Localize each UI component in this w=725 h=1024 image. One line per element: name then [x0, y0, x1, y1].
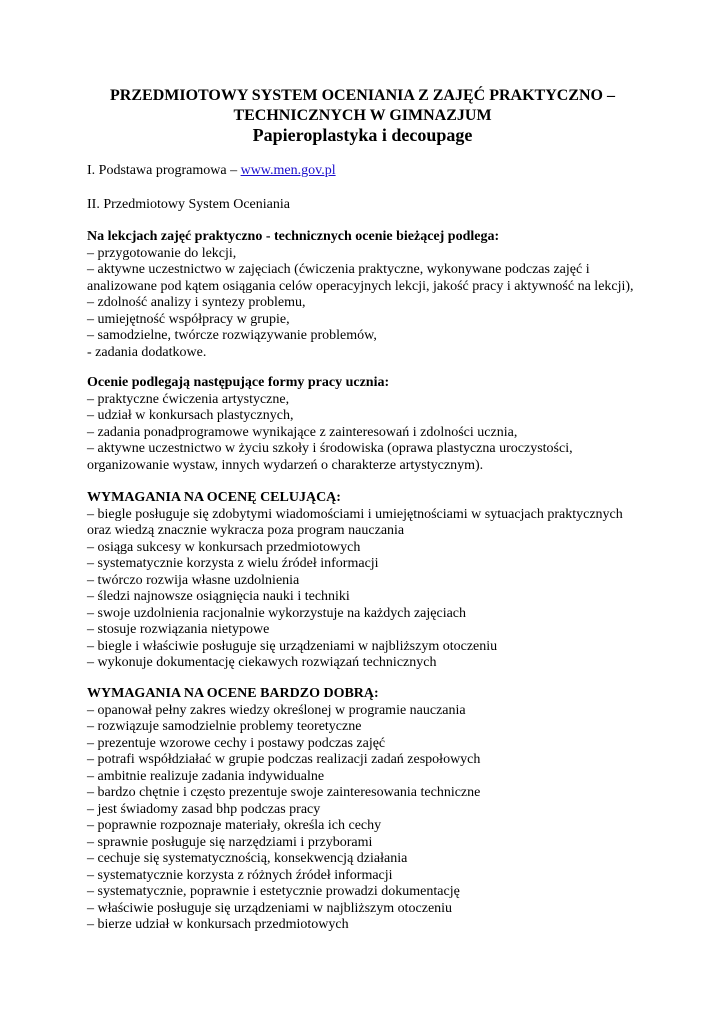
list-item: – poprawnie rozpoznaje materiały, określa ich cechy: [87, 818, 382, 833]
list-item: – bierze udział w konkursach przedmiotowych: [87, 917, 349, 932]
list-item: – samodzielne, twórcze rozwiązywanie problemów,: [87, 328, 377, 343]
section-przedmiotowy-system: [87, 197, 647, 214]
document-subtitle: Papieroplastyka i decoupage: [252, 125, 473, 145]
list-item: – bardzo chętnie i często prezentuje swoje zainteresowania techniczne: [87, 785, 481, 800]
celujaca-list: [87, 507, 647, 672]
list-item: - zadania dodatkowe.: [87, 344, 207, 360]
title-line-1: PRZEDMIOTOWY SYSTEM OCENIANIA Z ZAJĘĆ PRAKTYCZNO –: [110, 87, 615, 104]
list-item: analizowane pod kątem osiągania celów operacyjnych lekcji, jakość pracy i aktywność na lekcji),: [87, 278, 634, 294]
list-item: – prezentuje wzorowe cechy i postawy podczas zajęć: [87, 735, 386, 751]
section-podstawa-programowa: [87, 163, 647, 180]
list-item: – praktyczne ćwiczenia artystyczne,: [87, 391, 290, 407]
list-item: – swoje uzdolnienia racjonalnie wykorzystuje na każdych zajęciach: [87, 605, 467, 621]
list-item: – aktywne uczestnictwo w życiu szkoły i środowiska (oprawa plastyczna uroczystości,: [87, 441, 573, 456]
title-line-2: TECHNICZNYCH W GIMNAZJUM: [233, 106, 492, 124]
list-item: – osiąga sukcesy w konkursach przedmiotowych: [87, 539, 361, 555]
list-item: – opanował pełny zakres wiedzy określonej w programie nauczania: [87, 702, 466, 718]
forms-list: [87, 392, 647, 475]
list-item: – przygotowanie do lekcji,: [87, 245, 237, 261]
assessment-section: [87, 229, 647, 361]
celujaca-section: [87, 490, 647, 672]
list-item: – umiejętność współpracy w grupie,: [87, 311, 290, 327]
section-1-line: [87, 163, 647, 180]
list-item: – systematycznie, poprawnie i estetycznie prowadzi dokumentację: [87, 884, 460, 899]
list-item: – ambitnie realizuje zadania indywidualne: [87, 768, 325, 784]
list-item: oraz wiedzą znacznie wykracza poza program nauczania: [87, 523, 405, 538]
assessment-list: [87, 246, 647, 362]
bardzo-dobra-section: [87, 686, 647, 934]
list-item: – rozwiązuje samodzielnie problemy teoretyczne: [87, 719, 362, 734]
forms-section: [87, 375, 647, 474]
list-item: – jest świadomy zasad bhp podczas pracy: [87, 801, 321, 817]
assessment-heading: Na lekcjach zajęć praktyczno - technicznych ocenie bieżącej podlega:: [87, 229, 500, 244]
list-item: – stosuje rozwiązania nietypowe: [87, 622, 270, 637]
list-item: – biegle i właściwie posługuje się urządzeniami w najbliższym otoczeniu: [87, 638, 498, 654]
list-item: – udział w konkursach plastycznych,: [87, 408, 294, 423]
list-item: – cechuje się systematycznością, konsekwencją działania: [87, 851, 408, 866]
list-item: – zdolność analizy i syntezy problemu,: [87, 295, 306, 310]
list-item: – aktywne uczestnictwo w zajęciach (ćwiczenia praktyczne, wykonywane podczas zajęć i: [87, 262, 590, 277]
list-item: – systematycznie korzysta z różnych źródeł informacji: [87, 867, 393, 883]
bardzo-dobra-heading: WYMAGANIA NA OCENE BARDZO DOBRĄ:: [87, 686, 379, 701]
celujaca-heading: WYMAGANIA NA OCENĘ CELUJĄCĄ:: [87, 490, 341, 505]
section-2-text: II. Przedmiotowy System Oceniania: [87, 197, 290, 212]
forms-heading: Ocenie podlegają następujące formy pracy ucznia:: [87, 375, 390, 390]
list-item: – właściwie posługuje się urządzeniami w najbliższym otoczeniu: [87, 900, 453, 916]
list-item: – biegle posługuje się zdobytymi wiadomościami i umiejętnościami w sytuacjach praktycznych: [87, 506, 623, 522]
list-item: – śledzi najnowsze osiągnięcia nauki i techniki: [87, 589, 350, 604]
list-item: – wykonuje dokumentację ciekawych rozwiązań technicznych: [87, 655, 437, 670]
men-gov-link[interactable]: www.men.gov.pl: [240, 163, 336, 178]
list-item: – twórczo rozwija własne uzdolnienia: [87, 572, 300, 588]
section-1-prefix: I. Podstawa programowa –: [87, 163, 241, 178]
list-item: – sprawnie posługuje się narzędziami i przyborami: [87, 834, 373, 850]
document-title: [60, 86, 665, 125]
bardzo-dobra-list: [87, 703, 647, 934]
list-item: – potrafi współdziałać w grupie podczas realizacji zadań zespołowych: [87, 752, 481, 767]
list-item: – zadania ponadprogramowe wynikające z zainteresowań i zdolności ucznia,: [87, 424, 518, 440]
list-item: organizowanie wystaw, innych wydarzeń o charakterze artystycznym).: [87, 457, 484, 473]
list-item: – systematycznie korzysta z wielu źródeł informacji: [87, 556, 379, 571]
